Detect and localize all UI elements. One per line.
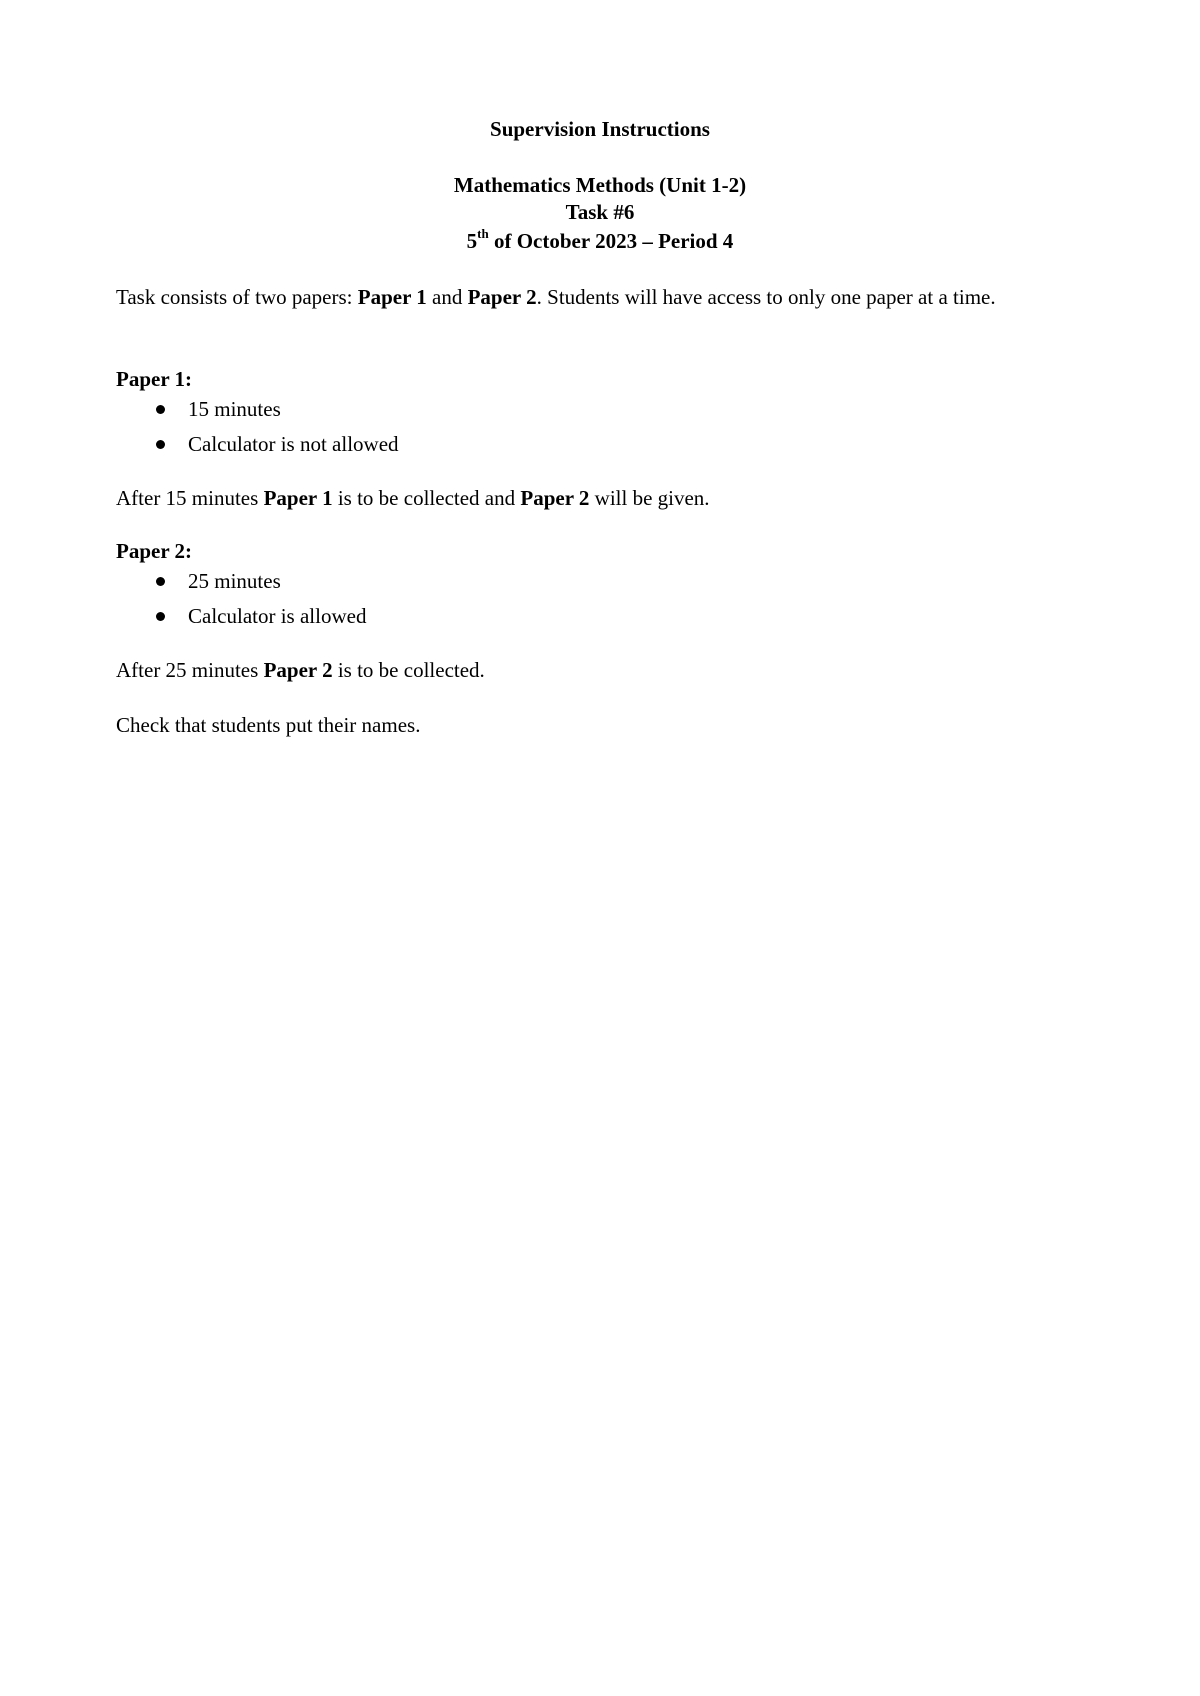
bullet-icon xyxy=(156,612,165,621)
intro-paper2: Paper 2 xyxy=(467,285,537,309)
bullet-icon xyxy=(156,405,165,414)
list-item xyxy=(116,431,399,466)
after-paper2-paragraph xyxy=(116,657,1096,683)
paper1-list xyxy=(116,396,399,466)
after1-paper2: Paper 2 xyxy=(520,486,590,510)
after1-paper1: Paper 1 xyxy=(263,486,333,510)
list-item-text: Calculator is allowed xyxy=(188,604,367,628)
closing-paragraph: Check that students put their names. xyxy=(116,713,421,737)
paper1-heading: Paper 1: xyxy=(116,367,193,391)
intro-text: . Students will have access to only one paper at a time. xyxy=(536,285,996,309)
list-item-text: 15 minutes xyxy=(188,397,281,421)
list-item-text: 25 minutes xyxy=(188,569,281,593)
after2-paper2: Paper 2 xyxy=(263,658,333,682)
after1-text: will be given. xyxy=(589,486,710,510)
after1-text: is to be collected and xyxy=(332,486,521,510)
document-title: Supervision Instructions xyxy=(490,117,710,141)
intro-paper1: Paper 1 xyxy=(357,285,427,309)
after-paper1-paragraph xyxy=(116,485,1096,511)
intro-text: Task consists of two papers: xyxy=(116,285,358,309)
paper2-list xyxy=(116,568,366,638)
after2-text: is to be collected. xyxy=(332,658,485,682)
task-number: Task #6 xyxy=(565,200,635,224)
list-item xyxy=(116,603,366,638)
course-name: Mathematics Methods (Unit 1-2) xyxy=(453,173,747,197)
paper2-heading: Paper 2: xyxy=(116,539,193,563)
bullet-icon xyxy=(156,440,165,449)
date-suffix: th xyxy=(477,226,489,241)
list-item-text: Calculator is not allowed xyxy=(188,432,399,456)
task-date xyxy=(0,228,1200,254)
date-day: 5 xyxy=(466,229,478,253)
date-rest: of October 2023 – Period 4 xyxy=(488,229,734,253)
list-item xyxy=(116,568,366,603)
after2-text: After 25 minutes xyxy=(116,658,264,682)
intro-text: and xyxy=(426,285,468,309)
bullet-icon xyxy=(156,577,165,586)
intro-paragraph xyxy=(116,284,1096,310)
after1-text: After 15 minutes xyxy=(116,486,264,510)
list-item xyxy=(116,396,399,431)
